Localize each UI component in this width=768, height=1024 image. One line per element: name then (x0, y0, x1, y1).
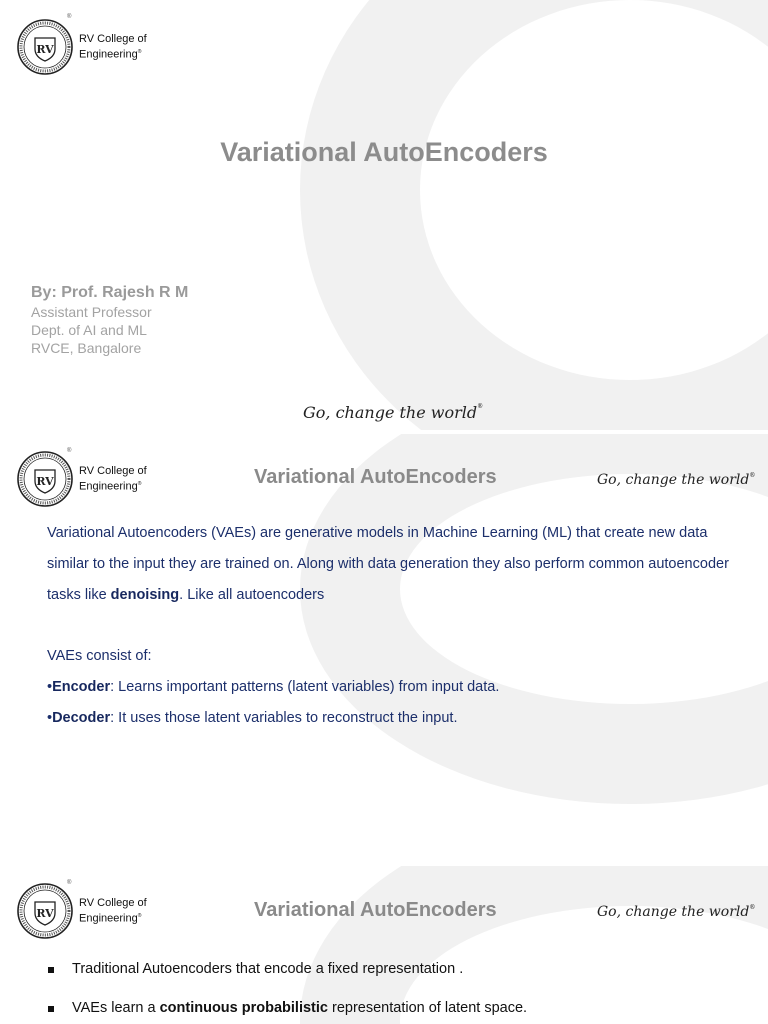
slide-vae-vs-ae (0, 866, 768, 1024)
author-location: RVCE, Bangalore (31, 340, 142, 356)
college-logo (16, 882, 147, 940)
encoder-text: : Learns important patterns (latent variables) from input data. (110, 679, 500, 695)
decoder-label: Decoder (52, 710, 111, 726)
author-department: Dept. of AI and ML (31, 322, 147, 338)
decoder-text: : It uses those latent variables to reconstruct the input. (110, 710, 458, 726)
college-name-reg: ® (137, 912, 142, 919)
college-name-reg: ® (137, 48, 142, 55)
bullet-traditional-ae (48, 961, 527, 977)
college-seal-icon (16, 882, 74, 940)
college-name (79, 465, 147, 494)
author-name: By: Prof. Rajesh R M (31, 284, 189, 301)
intro-text-part1: Variational Autoencoders (VAEs) are generative models in Machine Learning (ML) that create new data similar to the input they are trained on. Along with data generation they also perform common autoencoder tasks like (47, 525, 729, 603)
tagline-text: Go, change the world (597, 472, 750, 488)
slide-title (0, 0, 768, 430)
slide-header-title: Variational AutoEncoders (254, 466, 497, 488)
vae-components (47, 641, 737, 734)
author-role: Assistant Professor (31, 304, 152, 320)
college-name-reg: ® (137, 480, 142, 487)
seal-initials: RV (36, 907, 54, 920)
tagline-text: Go, change the world (597, 904, 750, 920)
components-heading: VAEs consist of: (47, 648, 152, 664)
college-name (79, 33, 147, 62)
encoder-item: •Encoder: Learns important patterns (latent variables) from input data. (47, 679, 500, 695)
bullet2-bold: continuous probabilistic (159, 1000, 328, 1016)
college-name-line1: RV College of (79, 896, 147, 909)
slide-header-title: Variational AutoEncoders (254, 899, 497, 921)
bullet2-post: representation of latent space. (327, 1000, 528, 1016)
seal-reg-mark: ® (67, 14, 72, 20)
college-name-line2: Engineering (79, 912, 138, 925)
seal-initials: RV (36, 43, 54, 56)
encoder-label: Encoder (52, 679, 111, 695)
decoder-item: •Decoder: It uses those latent variables to reconstruct the input. (47, 710, 458, 726)
tagline-reg: ® (749, 904, 756, 911)
tagline-reg: ® (477, 403, 484, 410)
intro-paragraph (47, 518, 737, 611)
tagline-text: Go, change the world (303, 403, 478, 422)
college-seal-icon (16, 18, 74, 76)
seal-reg-mark: ® (67, 448, 72, 454)
college-name (79, 897, 147, 926)
comparison-bullets (48, 961, 527, 1016)
intro-bold-term: denoising (110, 587, 180, 603)
bullet-vae (48, 1000, 527, 1016)
slide-intro (0, 434, 768, 860)
college-name-line1: RV College of (79, 32, 147, 45)
bullet1-text: Traditional Autoencoders that encode a fixed representation . (72, 961, 464, 977)
college-seal-icon (16, 450, 74, 508)
slide-main-title: Variational AutoEncoders (220, 137, 548, 167)
bullet2-pre: VAEs learn a (72, 1000, 160, 1016)
background-arc (300, 434, 768, 804)
college-logo (16, 450, 147, 508)
college-name-line1: RV College of (79, 464, 147, 477)
college-name-line2: Engineering (79, 480, 138, 493)
seal-reg-mark: ® (67, 880, 72, 886)
seal-initials: RV (36, 475, 54, 488)
tagline (597, 472, 755, 488)
college-logo (16, 18, 147, 76)
tagline (303, 403, 483, 422)
college-name-line2: Engineering (79, 48, 138, 61)
tagline (597, 904, 755, 920)
tagline-reg: ® (749, 472, 756, 479)
background-arc (300, 0, 768, 430)
intro-text-part2: . Like all autoencoders (179, 587, 325, 603)
